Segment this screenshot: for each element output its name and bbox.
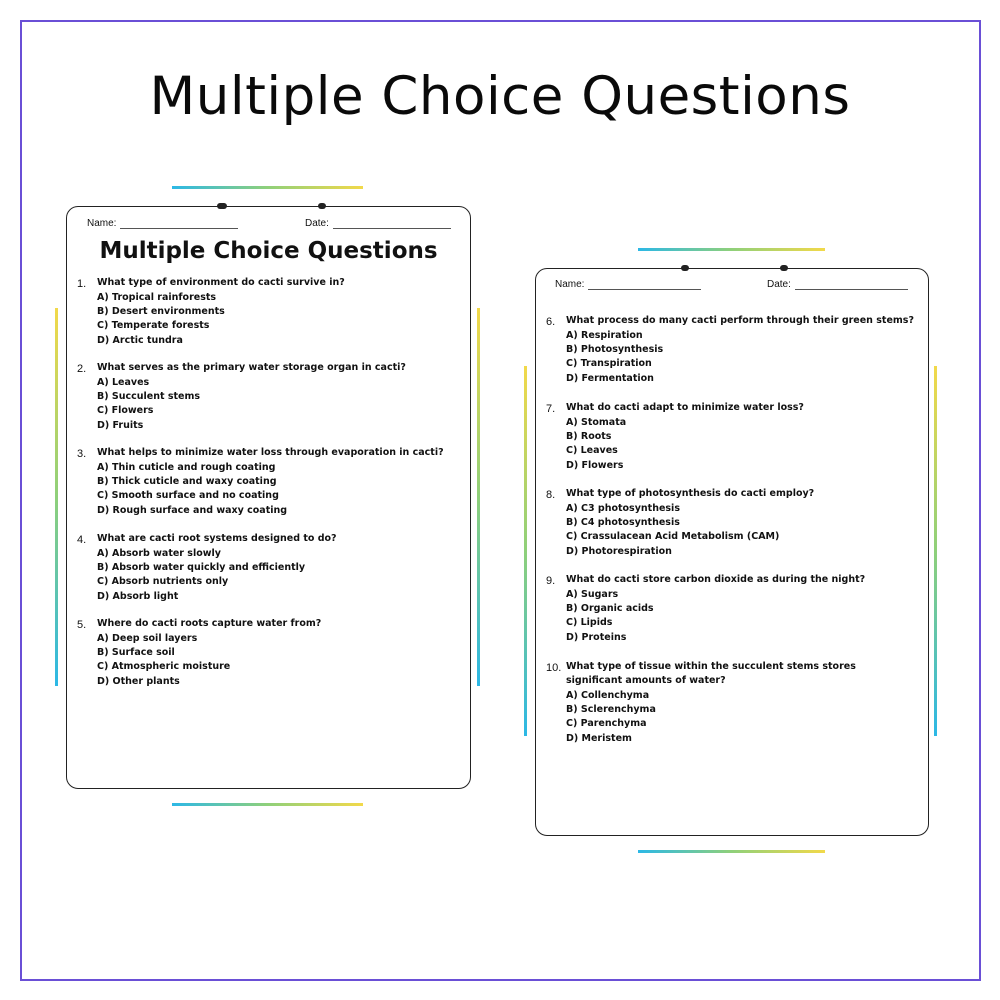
answer-option: B) Roots — [566, 431, 612, 443]
decor-line-top-left — [172, 186, 363, 189]
question-text: What type of photosynthesis do cacti employ? — [566, 488, 815, 499]
answer-option: C) Transpiration — [566, 358, 652, 370]
answer-option: B) Photosynthesis — [566, 344, 664, 356]
question-number: 1. — [77, 278, 87, 290]
answer-option: C) Parenchyma — [566, 718, 647, 730]
question-block — [77, 446, 457, 521]
question-block — [77, 276, 457, 351]
answer-option: A) Stomata — [566, 417, 627, 428]
answer-option: B) Succulent stems — [97, 391, 201, 403]
answer-option: C) Absorb nutrients only — [97, 576, 229, 588]
name-field[interactable] — [87, 218, 238, 229]
answer-option: D) Fruits — [97, 419, 144, 431]
question-text: What process do many cacti perform through their green stems? — [566, 315, 914, 326]
decor-line-right-inner — [934, 366, 937, 736]
question-number: 7. — [546, 403, 556, 415]
answer-option: C) Leaves — [566, 445, 618, 457]
answer-option: B) Desert environments — [97, 306, 225, 318]
answer-option: A) Leaves — [97, 377, 150, 388]
answer-option: A) Absorb water slowly — [97, 548, 221, 559]
answer-option: D) Other plants — [97, 675, 180, 687]
question-text: What are cacti root systems designed to do? — [97, 533, 337, 544]
question-number: 10. — [546, 662, 562, 674]
question-block — [546, 660, 921, 750]
answer-option: B) Absorb water quickly and efficiently — [97, 562, 306, 574]
question-number: 4. — [77, 534, 87, 546]
answer-option: B) C4 photosynthesis — [566, 517, 680, 529]
answer-option: C) Temperate forests — [97, 320, 210, 332]
date-label: Date: — [305, 218, 329, 229]
worksheet-title: Multiple Choice Questions — [99, 238, 438, 264]
question-block — [546, 573, 921, 648]
question-text: What helps to minimize water loss through evaporation in cacti? — [97, 447, 444, 458]
decor-line-top-right — [638, 248, 825, 251]
question-text: What do cacti store carbon dioxide as during the night? — [566, 574, 866, 585]
name-label: Name: — [87, 218, 117, 229]
answer-option: B) Surface soil — [97, 647, 175, 659]
binder-ring — [681, 265, 689, 271]
answer-option: C) Crassulacean Acid Metabolism (CAM) — [566, 531, 780, 543]
question-block — [77, 617, 457, 692]
answer-option: A) Respiration — [566, 330, 643, 341]
question-text: What serves as the primary water storage organ in cacti? — [97, 362, 406, 373]
worksheet-left — [66, 206, 471, 789]
answer-option: C) Lipids — [566, 617, 613, 629]
question-text: What type of environment do cacti survive in? — [97, 277, 345, 288]
question-number: 2. — [77, 363, 87, 375]
date-field[interactable] — [305, 218, 451, 229]
answer-option: D) Proteins — [566, 631, 627, 643]
answer-option: A) C3 photosynthesis — [566, 503, 680, 514]
question-number: 5. — [77, 619, 87, 631]
answer-option: A) Sugars — [566, 589, 619, 600]
answer-option: B) Sclerenchyma — [566, 704, 656, 716]
question-number: 8. — [546, 489, 556, 501]
answer-option: C) Flowers — [97, 405, 154, 417]
name-field[interactable] — [555, 279, 701, 290]
question-block — [77, 532, 457, 607]
question-block — [546, 487, 921, 562]
decor-line-left-inner — [477, 308, 480, 686]
answer-option: D) Rough surface and waxy coating — [97, 504, 288, 516]
question-text: What type of tissue within the succulent stems stores significant amounts of water? — [566, 661, 856, 686]
answer-option: B) Thick cuticle and waxy coating — [97, 476, 277, 488]
answer-option: C) Smooth surface and no coating — [97, 490, 279, 502]
binder-ring — [780, 265, 788, 271]
answer-option: D) Fermentation — [566, 372, 654, 384]
answer-option: A) Collenchyma — [566, 690, 650, 701]
question-text: What do cacti adapt to minimize water loss? — [566, 402, 804, 413]
answer-option: D) Photorespiration — [566, 545, 672, 557]
binder-ring — [318, 203, 326, 209]
page-title: Multiple Choice Questions — [149, 66, 851, 127]
answer-option: D) Meristem — [566, 732, 632, 744]
answer-option: D) Arctic tundra — [97, 334, 183, 346]
answer-option: D) Absorb light — [97, 590, 179, 602]
date-field[interactable] — [767, 279, 908, 290]
decor-line-bottom-right — [638, 850, 825, 853]
binder-ring — [217, 203, 227, 209]
name-label: Name: — [555, 279, 585, 290]
decor-line-left-outer — [55, 308, 58, 686]
question-block — [546, 314, 921, 389]
question-block — [546, 401, 921, 476]
answer-option: B) Organic acids — [566, 603, 654, 615]
decor-line-bottom-left — [172, 803, 363, 806]
decor-line-right-outer — [524, 366, 527, 736]
question-number: 9. — [546, 575, 556, 587]
question-block — [77, 361, 457, 436]
date-label: Date: — [767, 279, 791, 290]
answer-option: C) Atmospheric moisture — [97, 661, 231, 673]
answer-option: A) Deep soil layers — [97, 633, 198, 644]
answer-option: A) Tropical rainforests — [97, 292, 217, 303]
question-number: 6. — [546, 316, 556, 328]
answer-option: D) Flowers — [566, 459, 624, 471]
answer-option: A) Thin cuticle and rough coating — [97, 462, 276, 473]
question-number: 3. — [77, 448, 87, 460]
worksheet-right — [535, 268, 929, 836]
question-text: Where do cacti roots capture water from? — [97, 618, 322, 629]
